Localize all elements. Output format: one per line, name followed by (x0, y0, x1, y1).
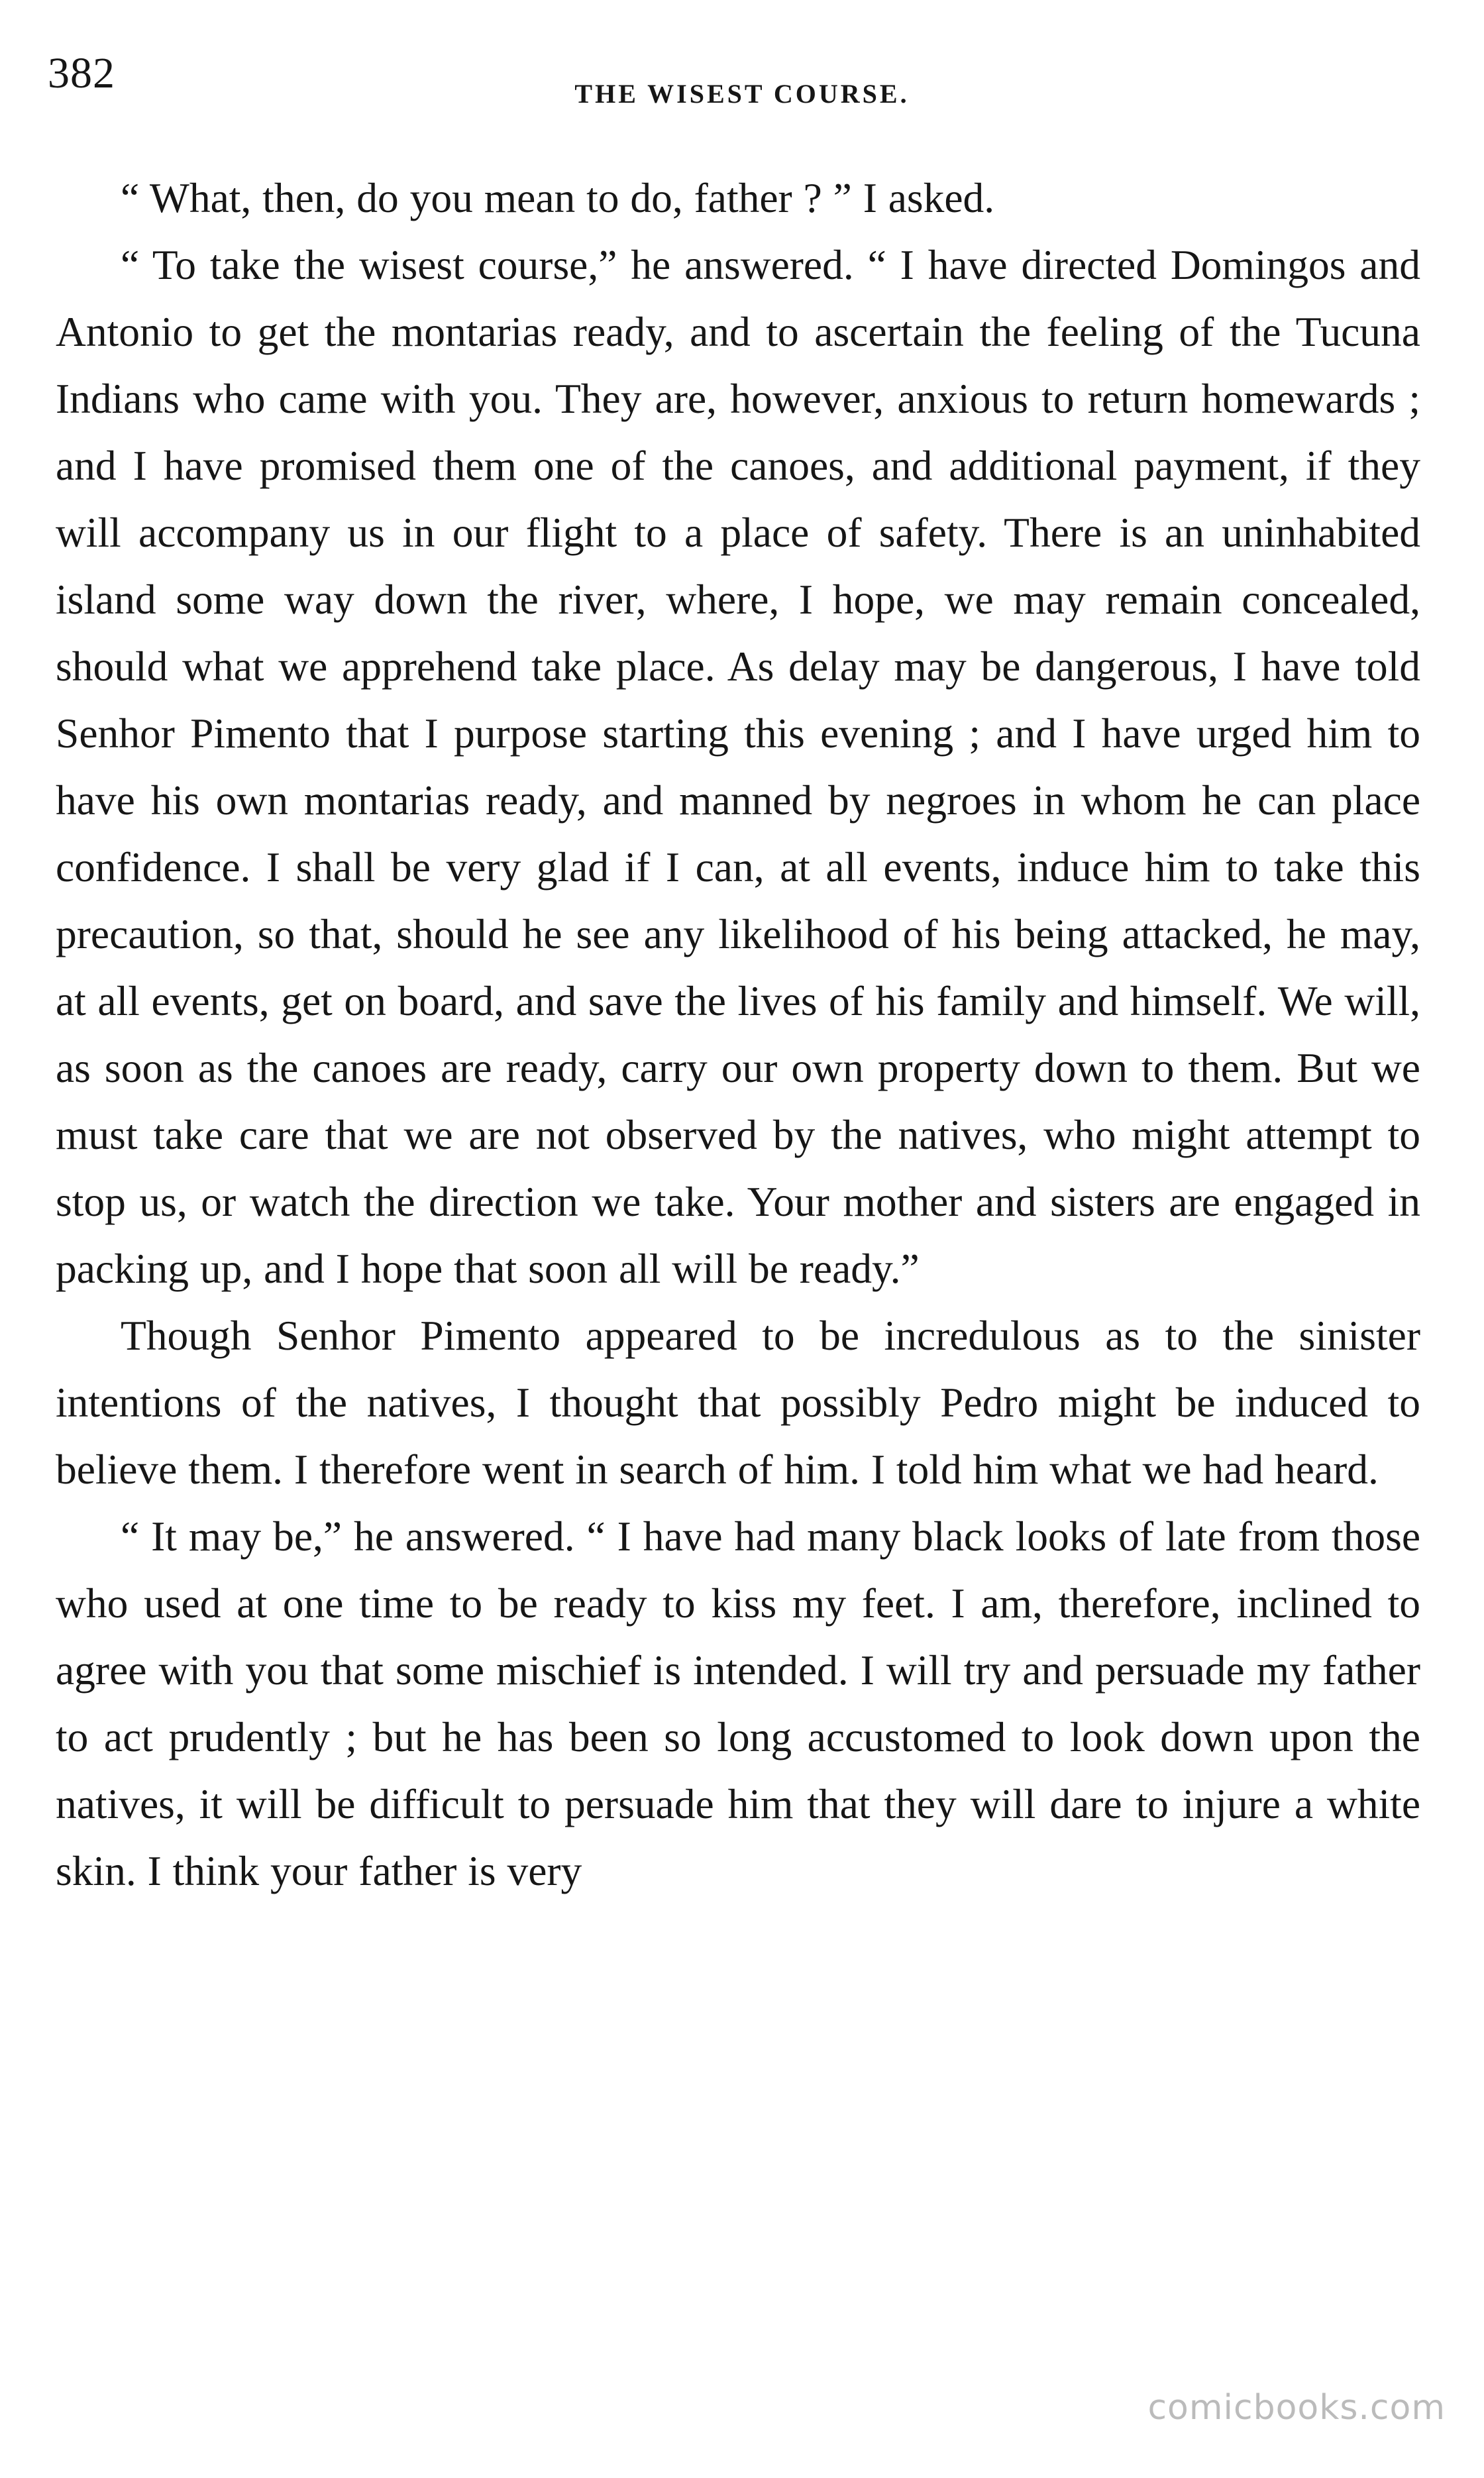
paragraph: “ To take the wisest course,” he answered. “ I have directed Domingos and Antonio to get the montarias ready, and to ascertain the feeling of the Tucuna Indians who came with you. They are, however, anxious to return homewards ; and I have promised them one of the canoes, and additional payment, if they will accompany us in our flight to a place of safety. There is an uninhabited island some way down the river, where, I hope, we may remain concealed, should what we apprehend take place. As delay may be dangerous, I have told Senhor Pimento that I purpose starting this evening ; and I have urged him to have his own montarias ready, and manned by negroes in whom he can place confidence. I shall be very glad if I can, at all events, induce him to take this precaution, so that, should he see any likelihood of his being attacked, he may, at all events, get on board, and save the lives of his family and himself. We will, as soon as the canoes are ready, carry our own property down to them. But we must take care that we are not observed by the natives, who might attempt to stop us, or watch the direction we take. Your mother and sisters are engaged in packing up, and I hope that soon all will be ready.” (56, 241, 1420, 1292)
paragraph: “ It may be,” he answered. “ I have had many black looks of late from those who used at one time to be ready to kiss my feet. I am, therefore, inclined to agree with you that some mischief is intended. I will try and persuade my father to act prudently ; but he has been so long accustomed to look down upon the natives, it will be difficult to persuade him that they will dare to injure a white skin. I think your father is very (56, 1513, 1420, 1894)
paragraph: “ What, then, do you mean to do, father ? ” I asked. (121, 174, 995, 221)
body-text (56, 164, 1420, 1904)
page-number: 382 (48, 49, 115, 97)
running-head: THE WISEST COURSE. (574, 79, 910, 109)
watermark: comicbooks.com (1147, 2388, 1446, 2428)
paragraph: Though Senhor Pimento appeared to be incredulous as to the sinister intentions of the natives, I thought that possibly Pedro might be induced to believe them. I therefore went in search of him. I told him what we had heard. (56, 1312, 1420, 1493)
